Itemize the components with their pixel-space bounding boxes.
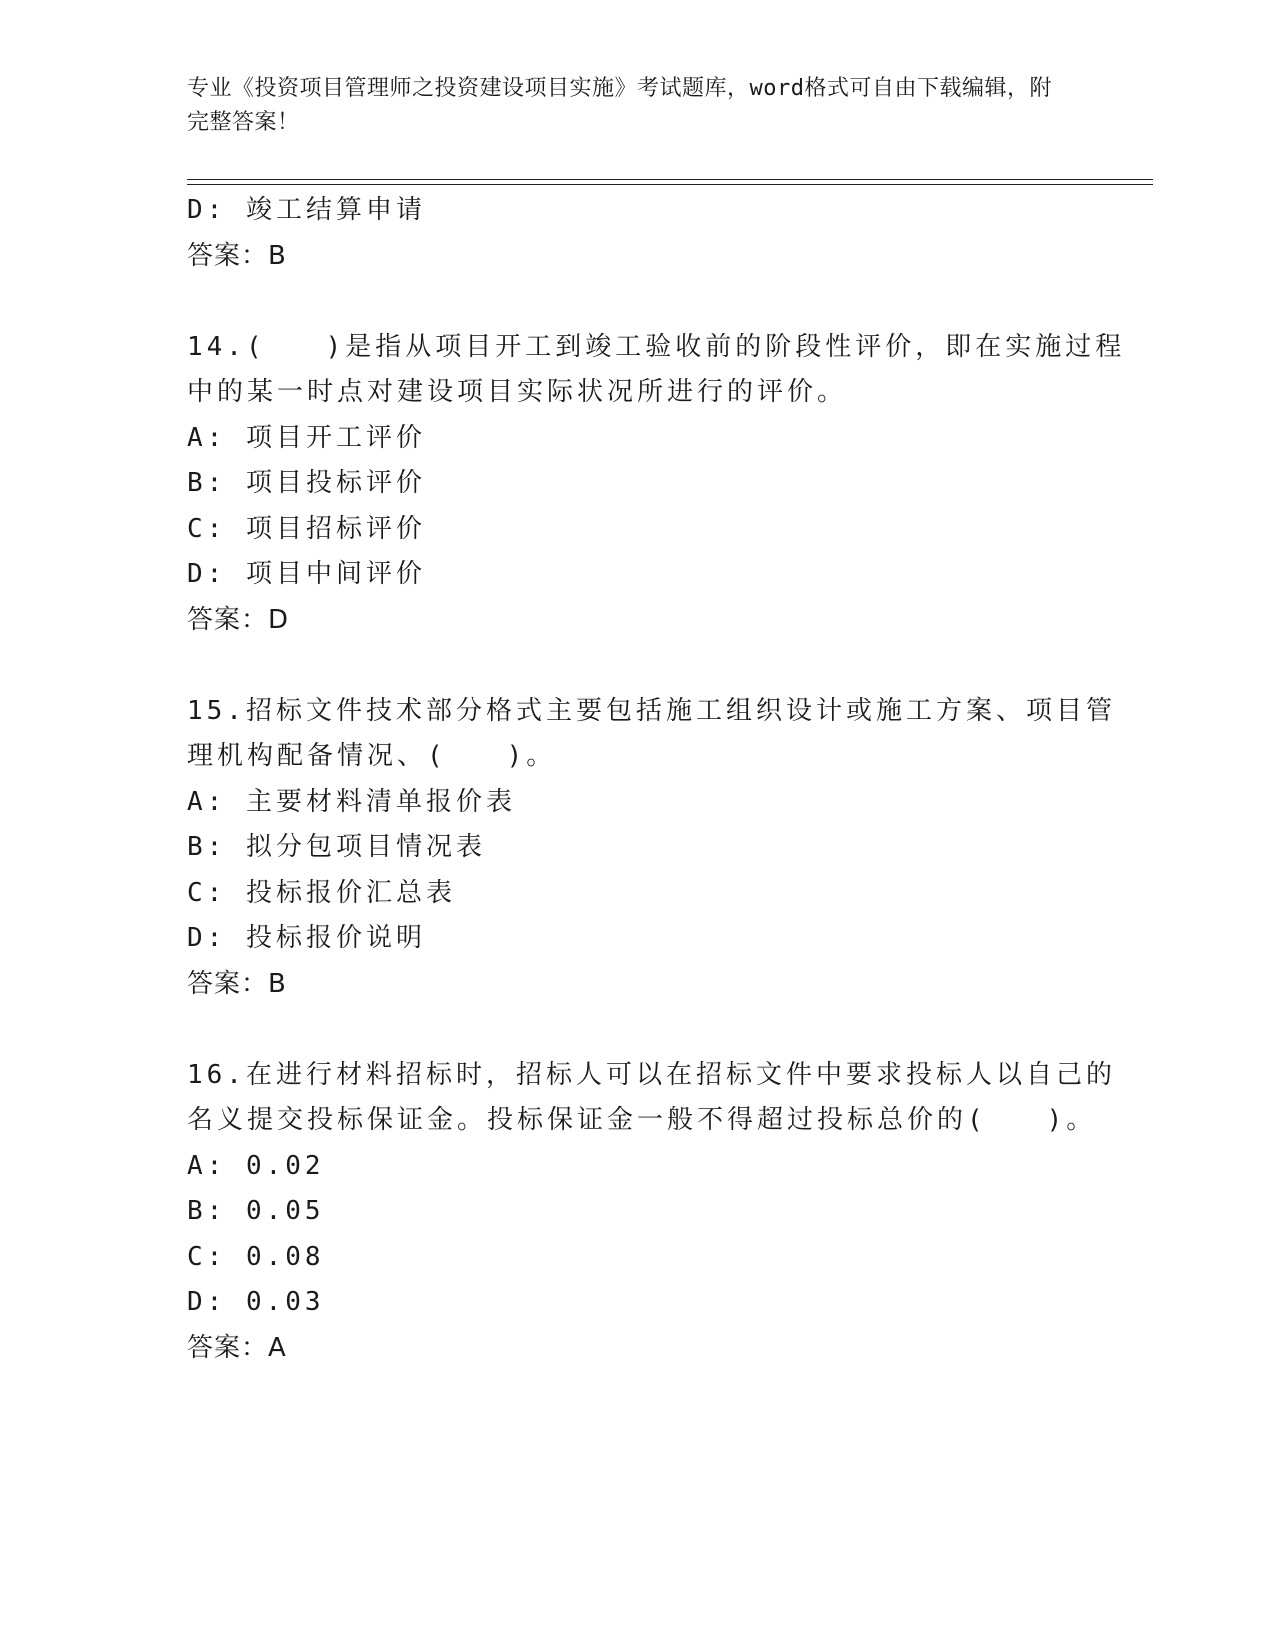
option-d: D: 投标报价说明	[187, 923, 426, 953]
answer: 答案：B	[187, 240, 287, 271]
prev-question-tail	[187, 188, 1087, 279]
option-d: D: 竣工结算申请	[187, 195, 426, 225]
option-b: B: 项目投标评价	[187, 468, 426, 498]
question-text-line: 16.在进行材料招标时，招标人可以在招标文件中要求投标人以自己的	[187, 1059, 1116, 1090]
option-c: C: 项目招标评价	[187, 513, 426, 544]
question-15	[187, 689, 1116, 1008]
question-text-line: 中的某一时点对建设项目实际状况所进行的评价。	[187, 377, 848, 407]
question-16	[187, 1053, 1116, 1372]
option-d: D: 0.03	[187, 1287, 325, 1317]
option-c: C: 0.08	[187, 1241, 325, 1272]
question-text-line: 名义提交投标保证金。投标保证金一般不得超过投标总价的( )。	[187, 1105, 1097, 1135]
question-text-line: 15.招标文件技术部分格式主要包括施工组织设计或施工方案、项目管	[187, 695, 1116, 726]
option-d: D: 项目中间评价	[187, 559, 426, 589]
header-divider-bottom	[187, 184, 1153, 185]
question-text-line: 理机构配备情况、( )。	[187, 741, 557, 771]
answer: 答案：B	[187, 968, 287, 999]
option-a: A: 0.02	[187, 1150, 325, 1181]
page-header	[187, 72, 1067, 140]
option-a: A: 项目开工评价	[187, 422, 426, 453]
answer: 答案：D	[187, 604, 290, 635]
question-14	[187, 325, 1126, 644]
answer: 答案：A	[187, 1332, 287, 1363]
option-b: B: 0.05	[187, 1196, 325, 1226]
header-text: 专业《投资项目管理师之投资建设项目实施》考试题库，word格式可自由下载编辑，附完整答案！	[187, 76, 1052, 135]
option-a: A: 主要材料清单报价表	[187, 786, 516, 817]
question-text-line: 14.( )是指从项目开工到竣工验收前的阶段性评价，即在实施过程	[187, 331, 1126, 362]
option-b: B: 拟分包项目情况表	[187, 832, 486, 862]
option-c: C: 投标报价汇总表	[187, 877, 456, 908]
document-body	[187, 188, 1126, 1371]
header-divider-top	[187, 179, 1153, 180]
